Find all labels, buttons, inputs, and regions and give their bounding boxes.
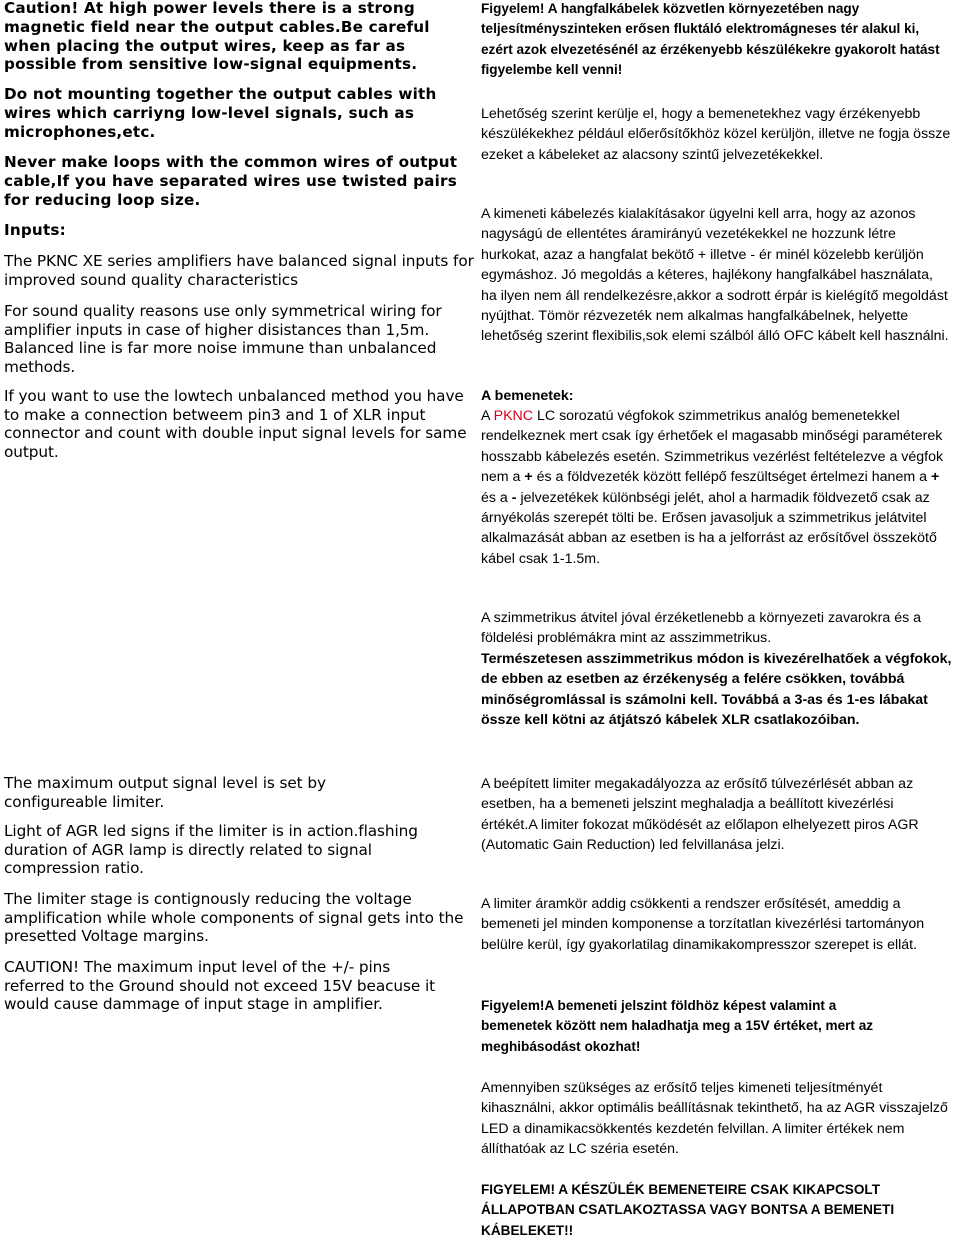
beepitett-limiter-paragraph: A beépített limiter megakadályozza az erősítő túlvezérlését abban az esetben, ha a bemeneti jelszint meghaladja a beállított kivezérlési értékét.A limiter fokozat működését az előlapon elhelyezett piros AGR (Automatic Gain Reduction) led felvillanása jelzi. bbox=[481, 776, 919, 854]
termeszetesen-paragraph: Természetesen asszimmetrikus módon is kivezérelhatőek a végfokok, de ebben az esetben az érzékenység a felére csökken, továbbá minőségromlással is számolni kell. Továbbá a 3-as és 1-es lábakat össze kell kötni az átjátszó kábelek XLR csatlakozóiban. bbox=[481, 651, 952, 729]
figyelem-paragraph bbox=[481, 0, 941, 80]
bem-text-1: LC sorozatú végfokok szimmetrikus analóg bemenetekkel rendelkeznek mert csak így érhetőek el magasabb minőségi paraméterek hosszabb kábelezés esetén. Szimmetrikus vezérlést feltételezve a végfok nem a bbox=[481, 408, 944, 486]
figyelem-caps-paragraph: FIGYELEM! A KÉSZÜLÉK BEMENETEIRE CSAK KIKAPCSOLT ÁLLAPOTBAN CSATLAKOZTASSA VAGY BONTSA A BEMENETI KÁBELEKET!! bbox=[481, 1182, 895, 1238]
figyelem-input-level-paragraph: Figyelem!A bemeneti jelszint földhöz képest valamint a bemenetek között nem haladhatja meg a 15V értéket, mert az meghibásodást okozhat! bbox=[481, 998, 874, 1054]
limiter-paragraph-2: Light of AGR led signs if the limiter is in action.flashing duration of AGR lamp is directly related to signal compression ratio. bbox=[4, 822, 418, 878]
bem-text-3: és a bbox=[481, 489, 512, 506]
minus-sign: - bbox=[511, 489, 517, 506]
loops-paragraph: Never make loops with the common wires of output cable,If you have separated wires use twisted pairs for reducing loop size. bbox=[4, 153, 458, 209]
kimeneti-kabelezes-paragraph: A kimeneti kábelezés kialakításakor ügyelni kell arra, hogy az azonos nagyságú de ellentétes áramirányú vezetékekkel ne hozzunk létre hurkokat, azaz a hangfalat bekötő + illetve - ér minél közelebb kerüljön egymáshoz. Jó megoldás a kéteres, hajlékony hangfalkábel használata, ha ilyen nem áll rendelkezésre,akkor a sodrott érpár is kielégítő megoldást nyújthat. Tömör rézvezeték nem alkalmas hangfalkábelnek, helyette lehetőség szerint flexibilis,sok elemi szálból álló OFC kábelt kell használni. bbox=[481, 206, 949, 345]
inputs-paragraph-2: For sound quality reasons use only symmetrical wiring for amplifier inputs in case of higher disistances than 1,5m. Balanced line is far more noise immune than unbalanced methods. bbox=[4, 302, 442, 376]
szimmetrikus-paragraph: A szimmetrikus átvitel jóval érzéketlenebb a környezeti zavarokra és a földelési problémákra mint az asszimmetrikus. bbox=[481, 610, 922, 647]
figyelem-label: Figyelem! bbox=[481, 1, 545, 16]
limiter-paragraph-3: The limiter stage is contignously reducing the voltage amplification while whole components of signal gets into the presetted Voltage margins. bbox=[4, 890, 464, 946]
lehetoseg-paragraph: Lehetőség szerint kerülje el, hogy a bemenetekhez vagy érzékenyebb készülékekhez például előerősítőkhöz közel kerüljön, illetve ne fogja össze ezeket a kábeleket az alacsony szintű jelvezetékekkel. bbox=[481, 106, 951, 163]
bem-text-a: A bbox=[481, 408, 494, 424]
amennyiben-paragraph: Amennyiben szükséges az erősítő teljes kimeneti teljesítményét kihasználni, akkor optimális beállításnak tekinthető, ha az AGR visszajelző LED a dinamikacsökkentés kezdetén felvillan. A limiter értékek nem állíthatóak az LC széria esetén. bbox=[481, 1080, 948, 1158]
limiter-caution-paragraph: CAUTION! The maximum input level of the +/- pins referred to the Ground should not exceed 15V beacuse it would cause dammage of input stage in amplifier. bbox=[4, 958, 435, 1014]
limiter-aramkor-paragraph: A limiter áramkör addig csökkenti a rendszer erősítését, ameddig a bemeneti jel minden komponense a torzítatlan kivezérlési tartományon belülre kerül, így gyakorlatilag dinamikakompresszor szerepet is ellát. bbox=[481, 896, 925, 953]
plus-sign-1: + bbox=[524, 469, 533, 486]
bemenetek-paragraph bbox=[481, 406, 956, 569]
figyelem-text: A hangfalkábelek közvetlen környezetében nagy teljesítményszinteken erősen fluktáló elektromágneses tér alakul ki, ezért azok elvezetésénél az érzékenyebb készülékekre gyakorolt hatást figyelembe kell venni! bbox=[481, 1, 940, 77]
inputs-heading: Inputs: bbox=[4, 221, 66, 239]
bem-text-2: és a földvezeték között fellépő feszültséget értelmezi hanem a bbox=[532, 469, 931, 486]
bemenetek-heading: A bemenetek: bbox=[481, 388, 574, 404]
mounting-paragraph: Do not mounting together the output cables with wires which carriyng low-level signals, such as microphones,etc. bbox=[4, 85, 437, 141]
limiter-paragraph-1: The maximum output signal level is set by configureable limiter. bbox=[4, 774, 326, 811]
bem-text-4: jelvezetékek különbségi jelét, ahol a harmadik földvezető csak az árnyékolás szerepét tölti be. Erősen javasoljuk a szimmetrikus jelátvitel alkalmazását abban az esetben is ha a jelforrást az erősítővel összekötő kábel csak 1-1.5m. bbox=[481, 489, 937, 567]
inputs-paragraph-1: The PKNC XE series amplifiers have balanced signal inputs for improved sound quality characteristics bbox=[4, 252, 474, 289]
plus-sign-2: + bbox=[930, 469, 940, 486]
inputs-paragraph-3: If you want to use the lowtech unbalanced method you have to make a connection betweem pin3 and 1 of XLR input connector and count with double input signal levels for same output. bbox=[4, 387, 467, 461]
caution-paragraph: Caution! At high power levels there is a strong magnetic field near the output cables.Be careful when placing the output wires, keep as far as possible from sensitive low-signal equipments. bbox=[4, 0, 430, 74]
pknc-brand-text: PKNC bbox=[493, 408, 534, 424]
